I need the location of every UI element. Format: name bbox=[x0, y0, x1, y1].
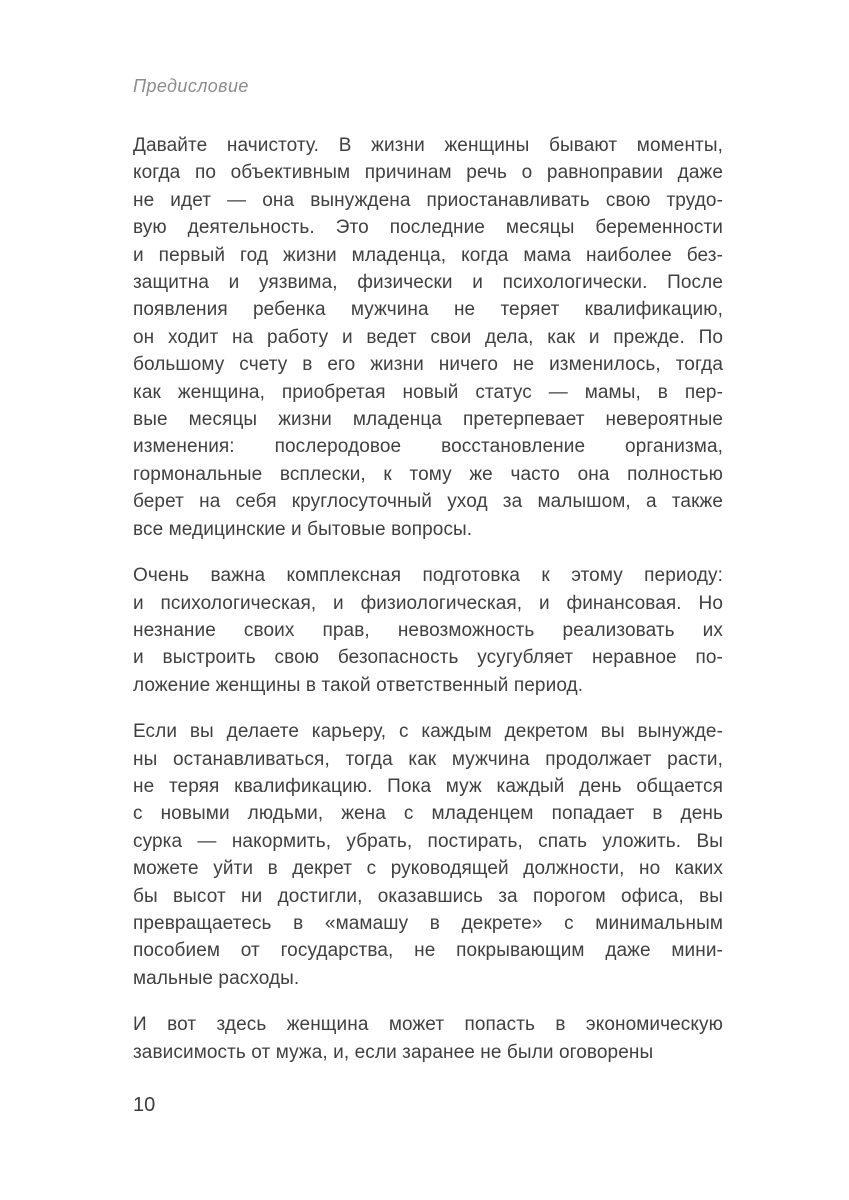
text-line: берет на себя круглосуточный уход за малышом, а также bbox=[133, 491, 723, 513]
text-line: Если вы делаете карьеру, с каждым декретом вы вынужде- bbox=[133, 721, 723, 743]
text-line: он ходит на работу и ведет свои дела, как и прежде. По bbox=[133, 326, 723, 348]
text-line: зависимость от мужа, и, если заранее не были оговорены bbox=[133, 1041, 654, 1063]
body-text bbox=[133, 132, 723, 1085]
text-line: не теряя квалификацию. Пока муж каждый день общается bbox=[133, 775, 723, 797]
text-line: защитна и уязвима, физически и психологически. После bbox=[133, 272, 723, 294]
text-line: Давайте начистоту. В жизни женщины бывают моменты, bbox=[133, 135, 723, 156]
text-line: и психологическая, и физиологическая, и финансовая. Но bbox=[133, 592, 723, 614]
text-line: превращаетесь в «мамашу в декрете» с минимальным bbox=[133, 912, 723, 934]
text-line: пособием от государства, не покрывающим даже мини- bbox=[133, 940, 723, 962]
text-line: появления ребенка мужчина не теряет квалификацию, bbox=[133, 299, 723, 321]
text-line: вую деятельность. Это последние месяцы беременности bbox=[133, 217, 723, 239]
text-line: и выстроить свою безопасность усугубляет неравное по- bbox=[133, 647, 723, 669]
text-line: незнание своих прав, невозможность реализовать их bbox=[133, 619, 723, 641]
text-line: гормональные всплески, к тому же часто она полностью bbox=[133, 463, 723, 485]
text-line: вые месяцы жизни младенца претерпевает невероятные bbox=[133, 409, 723, 431]
text-line: мальные расходы. bbox=[133, 967, 300, 989]
text-line: и первый год жизни младенца, когда мама наиболее без- bbox=[133, 244, 723, 266]
text-line: большому счету в его жизни ничего не изменилось, тогда bbox=[133, 354, 723, 376]
chapter-header: Предисловие bbox=[133, 76, 249, 96]
text-line: ны останавливаться, тогда как мужчина продолжает расти, bbox=[133, 748, 723, 770]
paragraph bbox=[133, 1011, 723, 1066]
text-line: когда по объективным причинам речь о равноправии даже bbox=[133, 162, 723, 184]
text-line: бы высот ни достигли, оказавшись за порогом офиса, вы bbox=[133, 885, 723, 907]
text-line: сурка — накормить, убрать, постирать, спать уложить. Вы bbox=[133, 830, 723, 852]
text-line: И вот здесь женщина может попасть в экономическую bbox=[133, 1014, 723, 1036]
text-line: ложение женщины в такой ответственный период. bbox=[133, 674, 584, 696]
text-line: Очень важна комплексная подготовка к этому периоду: bbox=[133, 565, 723, 587]
page-number: 10 bbox=[133, 1094, 156, 1116]
text-line: все медицинские и бытовые вопросы. bbox=[133, 518, 473, 540]
text-line: как женщина, приобретая новый статус — мамы, в пер- bbox=[133, 381, 723, 403]
text-line: с новыми людьми, жена с младенцем попадает в день bbox=[133, 803, 723, 825]
paragraph bbox=[133, 132, 723, 543]
paragraph bbox=[133, 562, 723, 699]
paragraph bbox=[133, 718, 723, 992]
text-line: не идет — она вынуждена приостанавливать свою трудо- bbox=[133, 189, 723, 211]
text-line: изменения: послеродовое восстановление организма, bbox=[133, 436, 723, 458]
text-line: можете уйти в декрет с руководящей должности, но каких bbox=[133, 858, 723, 880]
